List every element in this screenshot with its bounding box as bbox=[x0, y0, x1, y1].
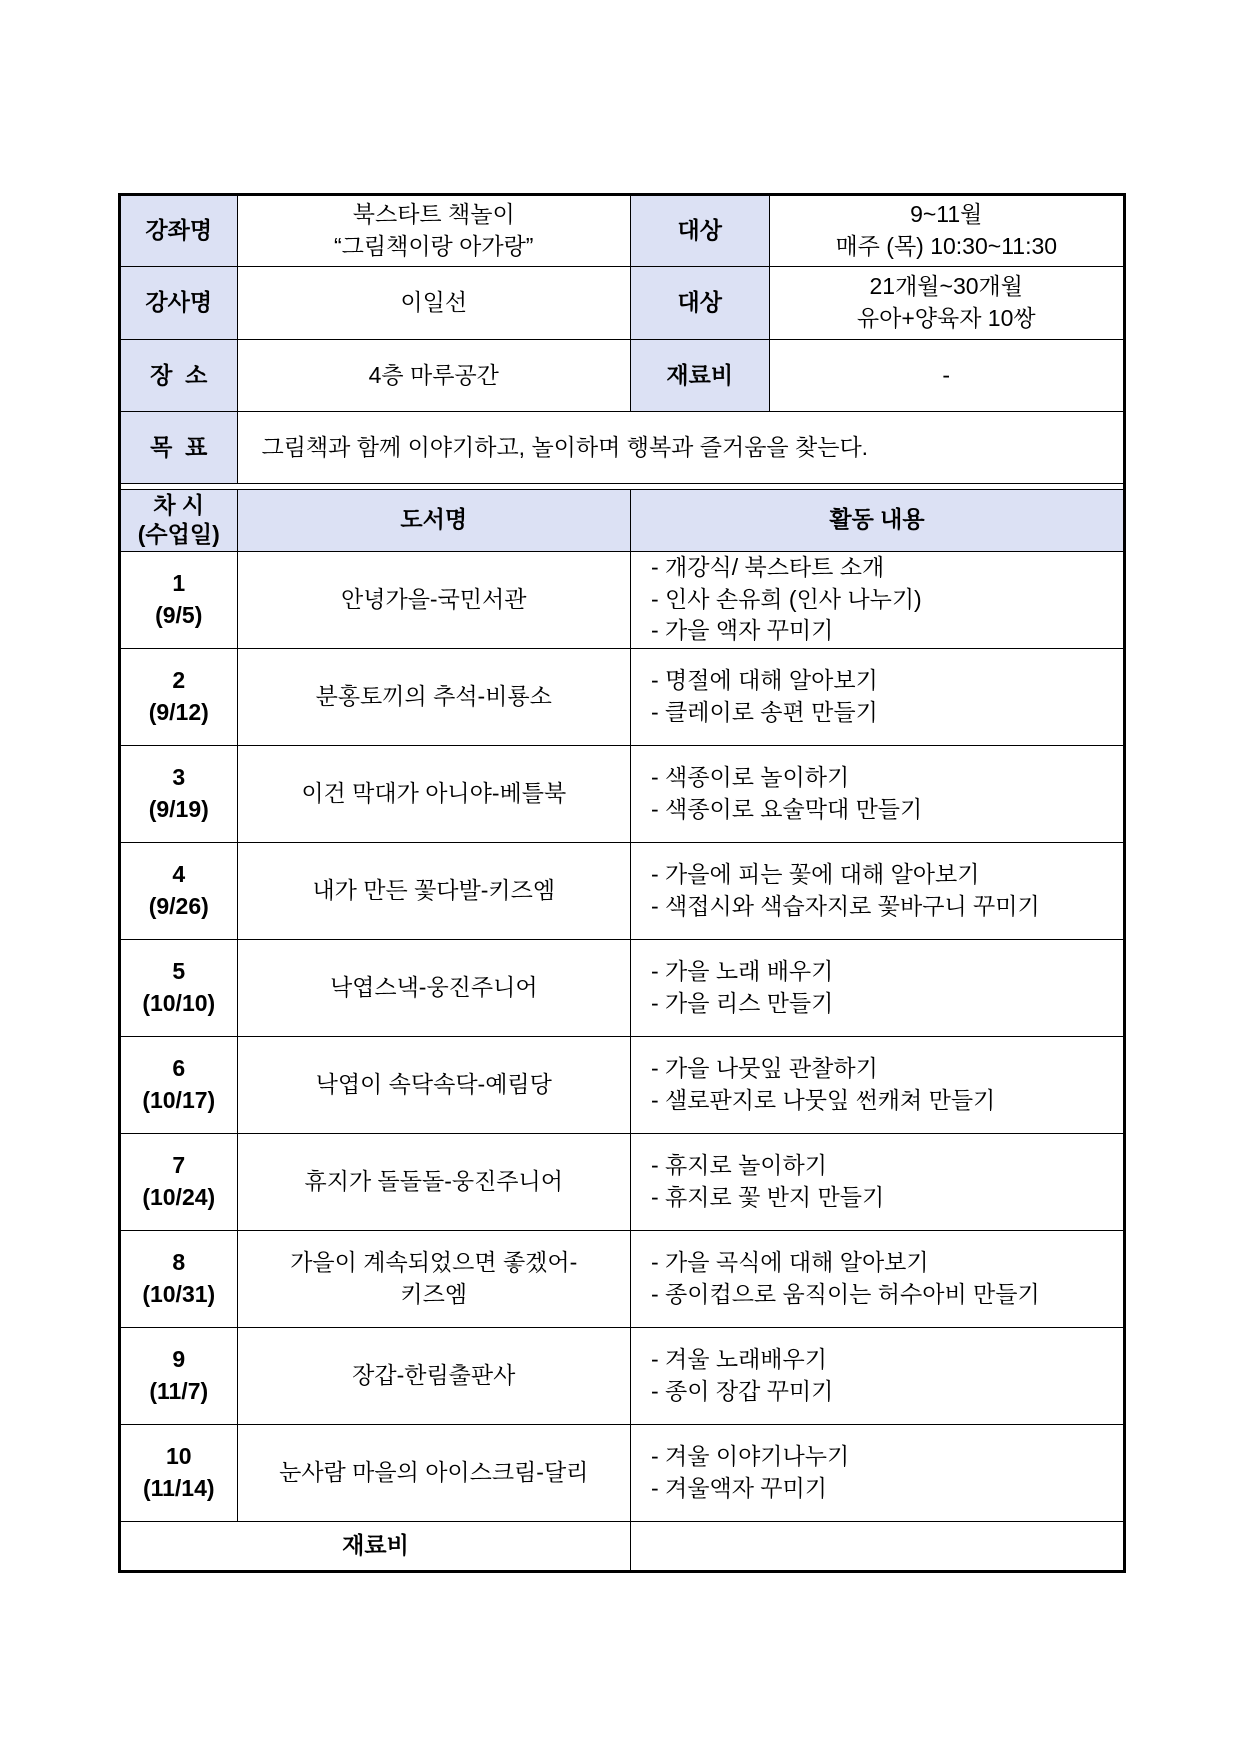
course-name-value bbox=[238, 196, 632, 266]
instructor-value: 이일선 bbox=[238, 267, 632, 339]
session-cell bbox=[121, 1328, 238, 1424]
schedule-row-2 bbox=[121, 648, 1123, 745]
place-label: 장 소 bbox=[121, 340, 238, 411]
session-number: 5 bbox=[172, 957, 186, 984]
activities-cell: - 가을 곡식에 대해 알아보기 - 종이컵으로 움직이는 허수아비 만들기 bbox=[651, 1248, 1040, 1307]
goal-row bbox=[121, 411, 1123, 483]
session-number: 10 bbox=[165, 1442, 192, 1469]
session-date: (10/24) bbox=[142, 1183, 216, 1210]
session-date: (9/19) bbox=[148, 795, 209, 822]
schedule-row-3 bbox=[121, 745, 1123, 842]
activities-cell: - 가을에 피는 꽃에 대해 알아보기 - 색접시와 색습자지로 꽃바구니 꾸미기 bbox=[651, 860, 1040, 919]
session-date: (10/10) bbox=[142, 989, 216, 1016]
activities-cell: - 휴지로 놀이하기 - 휴지로 꽃 반지 만들기 bbox=[651, 1151, 885, 1210]
schedule-row-10 bbox=[121, 1424, 1123, 1521]
schedule-row-9 bbox=[121, 1327, 1123, 1424]
session-cell bbox=[121, 552, 238, 648]
session-cell bbox=[121, 649, 238, 745]
schedule-row-5 bbox=[121, 939, 1123, 1036]
book-cell: 눈사람 마을의 아이스크림-달리 bbox=[238, 1425, 632, 1521]
session-cell bbox=[121, 1425, 238, 1521]
audience-line1: 21개월~30개월 bbox=[869, 273, 1023, 300]
book-header: 도서명 bbox=[238, 490, 632, 551]
session-date: (10/17) bbox=[142, 1086, 216, 1113]
session-date: (9/26) bbox=[148, 892, 209, 919]
session-number: 4 bbox=[172, 860, 186, 887]
place-value: 4층 마루공간 bbox=[238, 340, 632, 411]
session-number: 2 bbox=[172, 666, 186, 693]
session-cell bbox=[121, 1134, 238, 1230]
session-number: 9 bbox=[172, 1345, 186, 1372]
material-fee-label: 재료비 bbox=[631, 340, 770, 411]
session-cell bbox=[121, 940, 238, 1036]
book-cell: 휴지가 돌돌돌-웅진주니어 bbox=[238, 1134, 632, 1230]
book-cell: 낙엽스낵-웅진주니어 bbox=[238, 940, 632, 1036]
session-number: 7 bbox=[172, 1151, 186, 1178]
session-date: (9/12) bbox=[148, 698, 209, 725]
session-header: 차 시 (수업일) bbox=[121, 490, 238, 551]
session-cell bbox=[121, 1037, 238, 1133]
session-cell bbox=[121, 746, 238, 842]
session-cell bbox=[121, 1231, 238, 1327]
book-cell: 안녕가을-국민서관 bbox=[238, 552, 632, 648]
activities-cell: - 가을 노래 배우기 - 가을 리스 만들기 bbox=[651, 957, 834, 1016]
course-name-line1: 북스타트 책놀이 bbox=[352, 201, 515, 228]
activities-cell: - 색종이로 놀이하기 - 색종이로 요술막대 만들기 bbox=[651, 763, 923, 822]
book-cell: 내가 만든 꽃다발-키즈엠 bbox=[238, 843, 632, 939]
info-row-course bbox=[121, 196, 1123, 266]
session-date: (11/14) bbox=[142, 1474, 215, 1501]
session-number: 8 bbox=[172, 1248, 186, 1275]
course-schedule-table bbox=[118, 193, 1126, 1573]
course-name-label: 강좌명 bbox=[121, 196, 238, 266]
footer-row bbox=[121, 1521, 1123, 1570]
session-number: 1 bbox=[172, 569, 186, 596]
activities-cell: - 겨울 이야기나누기 - 겨울액자 꾸미기 bbox=[651, 1442, 850, 1501]
session-number: 6 bbox=[172, 1054, 186, 1081]
activities-cell: - 명절에 대해 알아보기 - 클레이로 송편 만들기 bbox=[651, 666, 878, 725]
footer-material-fee-label: 재료비 bbox=[121, 1522, 631, 1570]
activity-header: 활동 내용 bbox=[631, 490, 1123, 551]
period-line1: 9~11월 bbox=[910, 201, 983, 228]
book-cell: 장갑-한림출판사 bbox=[238, 1328, 632, 1424]
footer-material-fee-value bbox=[631, 1522, 1123, 1570]
instructor-label: 강사명 bbox=[121, 267, 238, 339]
schedule-row-6 bbox=[121, 1036, 1123, 1133]
session-date: (11/7) bbox=[149, 1377, 209, 1404]
target-label-1: 대상 bbox=[631, 196, 770, 266]
goal-label: 목 표 bbox=[121, 412, 238, 483]
info-row-instructor bbox=[121, 266, 1123, 339]
schedule-row-8 bbox=[121, 1230, 1123, 1327]
activities-cell: - 겨울 노래배우기 - 종이 장갑 꾸미기 bbox=[651, 1345, 834, 1404]
session-date: (9/5) bbox=[155, 601, 203, 628]
schedule-header-row bbox=[121, 489, 1123, 551]
course-name-line2: “그림책이랑 아가랑” bbox=[334, 233, 534, 259]
audience-line2: 유아+양육자 10쌍 bbox=[856, 305, 1036, 331]
session-number: 3 bbox=[172, 763, 186, 790]
session-cell bbox=[121, 843, 238, 939]
audience-value bbox=[770, 267, 1124, 339]
activities-cell: - 개강식/ 북스타트 소개 - 인사 손유희 (인사 나누기) - 가을 액자 꾸미기 bbox=[651, 553, 922, 644]
goal-value: 그림책과 함께 이야기하고, 놀이하며 행복과 즐거움을 찾는다. bbox=[261, 433, 869, 460]
schedule-row-1 bbox=[121, 551, 1123, 648]
session-date: (10/31) bbox=[142, 1280, 216, 1307]
material-fee-value: - bbox=[942, 361, 951, 388]
period-value bbox=[770, 196, 1124, 266]
activities-cell: - 가을 나뭇잎 관찰하기 - 샐로판지로 나뭇잎 썬캐쳐 만들기 bbox=[651, 1054, 996, 1113]
schedule-row-7 bbox=[121, 1133, 1123, 1230]
book-cell: 가을이 계속되었으면 좋겠어- 키즈엠 bbox=[238, 1231, 632, 1327]
book-cell: 분홍토끼의 추석-비룡소 bbox=[238, 649, 632, 745]
book-cell: 이건 막대가 아니야-베틀북 bbox=[238, 746, 632, 842]
book-cell: 낙엽이 속닥속닥-예림당 bbox=[238, 1037, 632, 1133]
period-line2: 매주 (목) 10:30~11:30 bbox=[835, 233, 1058, 259]
schedule-row-4 bbox=[121, 842, 1123, 939]
target-label-2: 대상 bbox=[631, 267, 770, 339]
info-row-place bbox=[121, 339, 1123, 411]
